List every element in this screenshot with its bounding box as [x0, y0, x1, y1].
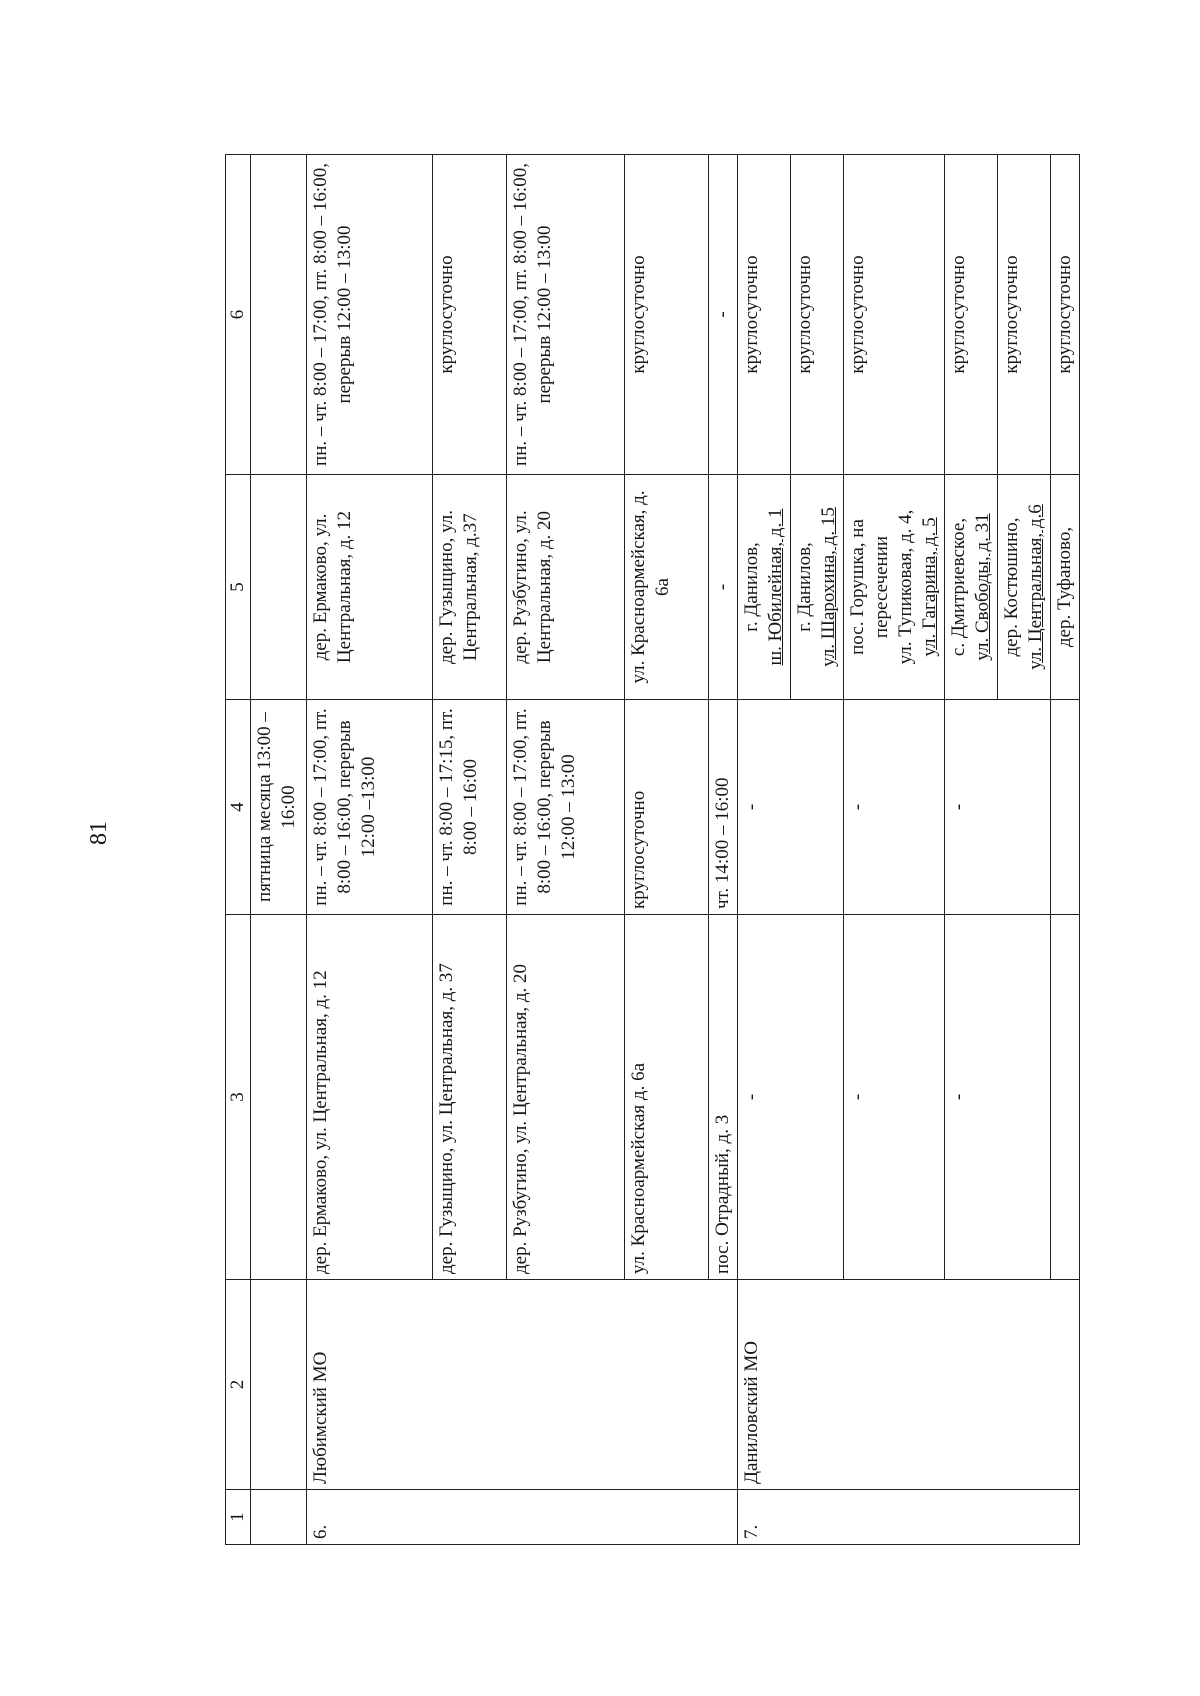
cell-danilov-col3: - — [738, 915, 844, 1280]
cell-kost-col5: дер. Костюшино, ул. Центральная, д.6 — [998, 475, 1051, 700]
cell-tuf-col5: дер. Туфаново, — [1051, 475, 1080, 700]
cell-kost-col6: круглосуточно — [998, 155, 1051, 475]
cell-krasnoarm-col6: круглосуточно — [625, 155, 709, 475]
col-header-1: 1 — [226, 1490, 251, 1545]
cell-ruzbugino-col4: пн. – чт. 8:00 – 17:00, пт. 8:00 – 16:00, перерыв 12:00 – 13:00 — [507, 700, 625, 915]
cell-otradny-col3: пос. Отрадный, д. 3 — [709, 915, 738, 1280]
cell-ruzbugino-col6: пн. – чт. 8:00 – 17:00, пт. 8:00 – 16:00, перерыв 12:00 – 13:00 — [507, 155, 625, 475]
col-header-6: 6 — [226, 155, 251, 475]
cell-dmitr-col6: круглосуточно — [945, 155, 998, 475]
cell-ermakovo-col5: дер. Ермаково, ул. Центральная, д. 12 — [307, 475, 433, 700]
cell-ermakovo-col4: пн. – чт. 8:00 – 17:00, пт. 8:00 – 16:00, перерыв 12:00 –13:00 — [307, 700, 433, 915]
document-table-rotated — [225, 155, 1125, 1545]
cell-danilov-col4: - — [738, 700, 844, 915]
cell-otradny-col5: - — [709, 475, 738, 700]
col-header-3: 3 — [226, 915, 251, 1280]
cell-carryover-col4: пятница месяца 13:00 – 16:00 — [251, 700, 307, 915]
cell-danilov-b-col6: круглосуточно — [791, 155, 844, 475]
cell-ermakovo-col3: дер. Ермаково, ул. Центральная, д. 12 — [307, 915, 433, 1280]
services-table — [225, 154, 1080, 1545]
cell-guzyshchino-col5: дер. Гузыщино, ул. Центральная, д.37 — [433, 475, 507, 700]
cell-dmitr-col4: - — [945, 700, 1051, 915]
cell-guzyshchino-col3: дер. Гузыщино, ул. Центральная, д. 37 — [433, 915, 507, 1280]
cell-gorushka-col4: - — [844, 700, 945, 915]
cell-krasnoarm-col4: круглосуточно — [625, 700, 709, 915]
cell-ermakovo-col6: пн. – чт. 8:00 – 17:00, пт. 8:00 – 16:00, перерыв 12:00 – 13:00 — [307, 155, 433, 475]
cell-otradny-col6: - — [709, 155, 738, 475]
cell-krasnoarm-col5: ул. Красноармейская, д. 6а — [625, 475, 709, 700]
cell-dmitr-col5: с. Дмитриевское, ул. Свободы, д. 31 — [945, 475, 998, 700]
cell-tuf-col6: круглосуточно — [1051, 155, 1080, 475]
col-header-5: 5 — [226, 475, 251, 700]
row-number-7: 7. — [738, 1490, 1080, 1545]
col-header-2: 2 — [226, 1280, 251, 1490]
row-number-6: 6. — [307, 1490, 738, 1545]
mo-name-danilov: Даниловский МО — [738, 1280, 1080, 1490]
table-row — [307, 155, 433, 1545]
column-header-row — [226, 155, 251, 1545]
cell-guzyshchino-col4: пн. – чт. 8:00 – 17:15, пт. 8:00 – 16:00 — [433, 700, 507, 915]
mo-name-lyubim: Любимский МО — [307, 1280, 738, 1490]
cell-otradny-col4: чт. 14:00 – 16:00 — [709, 700, 738, 915]
cell-danilov-b-col5: г. Данилов, ул. Шарохина, д. 15 — [791, 475, 844, 700]
table-row — [738, 155, 791, 1545]
cell-dmitr-col3: - — [945, 915, 1051, 1280]
cell-guzyshchino-col6: круглосуточно — [433, 155, 507, 475]
cell-gorushka-col5: пос. Горушка, на пересечении ул. Тупиковая, д. 4, ул. Гагарина, д. 5 — [844, 475, 945, 700]
cell-gorushka-col6: круглосуточно — [844, 155, 945, 475]
cell-gorushka-col3: - — [844, 915, 945, 1280]
cell-danilov-a-col5: г. Данилов, ш. Юбилейная, д. 1 — [738, 475, 791, 700]
table-row — [251, 155, 307, 1545]
col-header-4: 4 — [226, 700, 251, 915]
cell-ruzbugino-col5: дер. Рузбугино, ул. Центральная, д. 20 — [507, 475, 625, 700]
cell-danilov-a-col6: круглосуточно — [738, 155, 791, 475]
cell-ruzbugino-col3: дер. Рузбугино, ул. Центральная, д. 20 — [507, 915, 625, 1280]
page-number: 81 — [86, 821, 112, 845]
cell-krasnoarm-col3: ул. Красноармейская д. 6а — [625, 915, 709, 1280]
